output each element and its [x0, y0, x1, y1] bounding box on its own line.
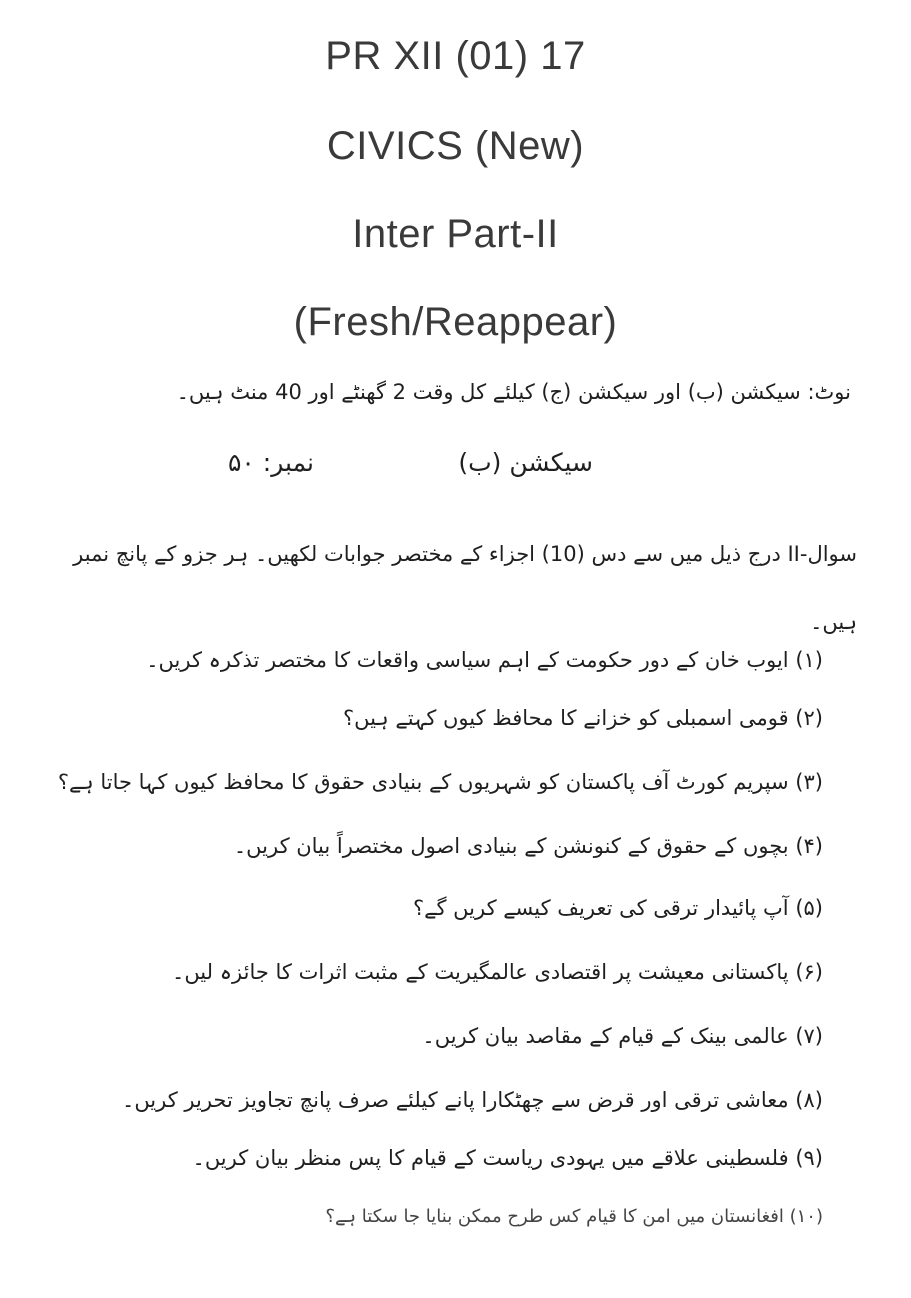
question-item-6: (۶) پاکستانی معیشت پر اقتصادی عالمگیریت کے مثبت اثرات کا جائزہ لیں۔	[172, 960, 823, 984]
section-title: سیکشن (ب)	[458, 448, 593, 477]
question-item-9: (۹) فلسطینی علاقے میں یہودی ریاست کے قیام کا پس منظر بیان کریں۔	[192, 1146, 823, 1170]
question-item-4: (۴) بچوں کے حقوق کے کنونشن کے بنیادی اصول مختصراً بیان کریں۔	[233, 834, 823, 858]
paper-code: PR XII (01) 17	[325, 34, 586, 78]
question-item-3: (۳) سپریم کورٹ آف پاکستان کو شہریوں کے بنیادی حقوق کا محافظ کیوں کہا جاتا ہے؟	[57, 770, 823, 794]
question-item-5: (۵) آپ پائیدار ترقی کی تعریف کیسے کریں گے؟	[413, 896, 823, 920]
exam-type: (Fresh/Reappear)	[293, 300, 618, 344]
question-item-7: (۷) عالمی بینک کے قیام کے مقاصد بیان کریں۔	[422, 1024, 823, 1048]
question-item-8: (۸) معاشی ترقی اور قرض سے چھٹکارا پانے کیلئے صرف پانچ تجاویز تحریر کریں۔	[122, 1088, 823, 1112]
question-item-10: (۱۰) افغانستان میں امن کا قیام کس طرح ممکن بنایا جا سکتا ہے؟	[325, 1206, 823, 1227]
class-part: Inter Part-II	[352, 212, 559, 256]
subject-title: CIVICS (New)	[326, 124, 585, 168]
question-instruction: سوال-II درج ذیل میں سے دس (10) اجزاء کے مختصر جوابات لکھیں۔ ہر جزو کے پانچ نمبر ہیں۔	[73, 542, 857, 634]
time-note: نوٹ: سیکشن (ب) اور سیکشن (ج) کیلئے کل وقت 2 گھنٹے اور 40 منٹ ہیں۔	[176, 380, 851, 404]
section-marks: نمبر: ۵۰	[228, 448, 314, 477]
question-item-1: (۱) ایوب خان کے دور حکومت کے اہم سیاسی واقعات کا مختصر تذکرہ کریں۔	[146, 648, 823, 672]
question-item-2: (۲) قومی اسمبلی کو خزانے کا محافظ کیوں کہتے ہیں؟	[342, 706, 823, 730]
